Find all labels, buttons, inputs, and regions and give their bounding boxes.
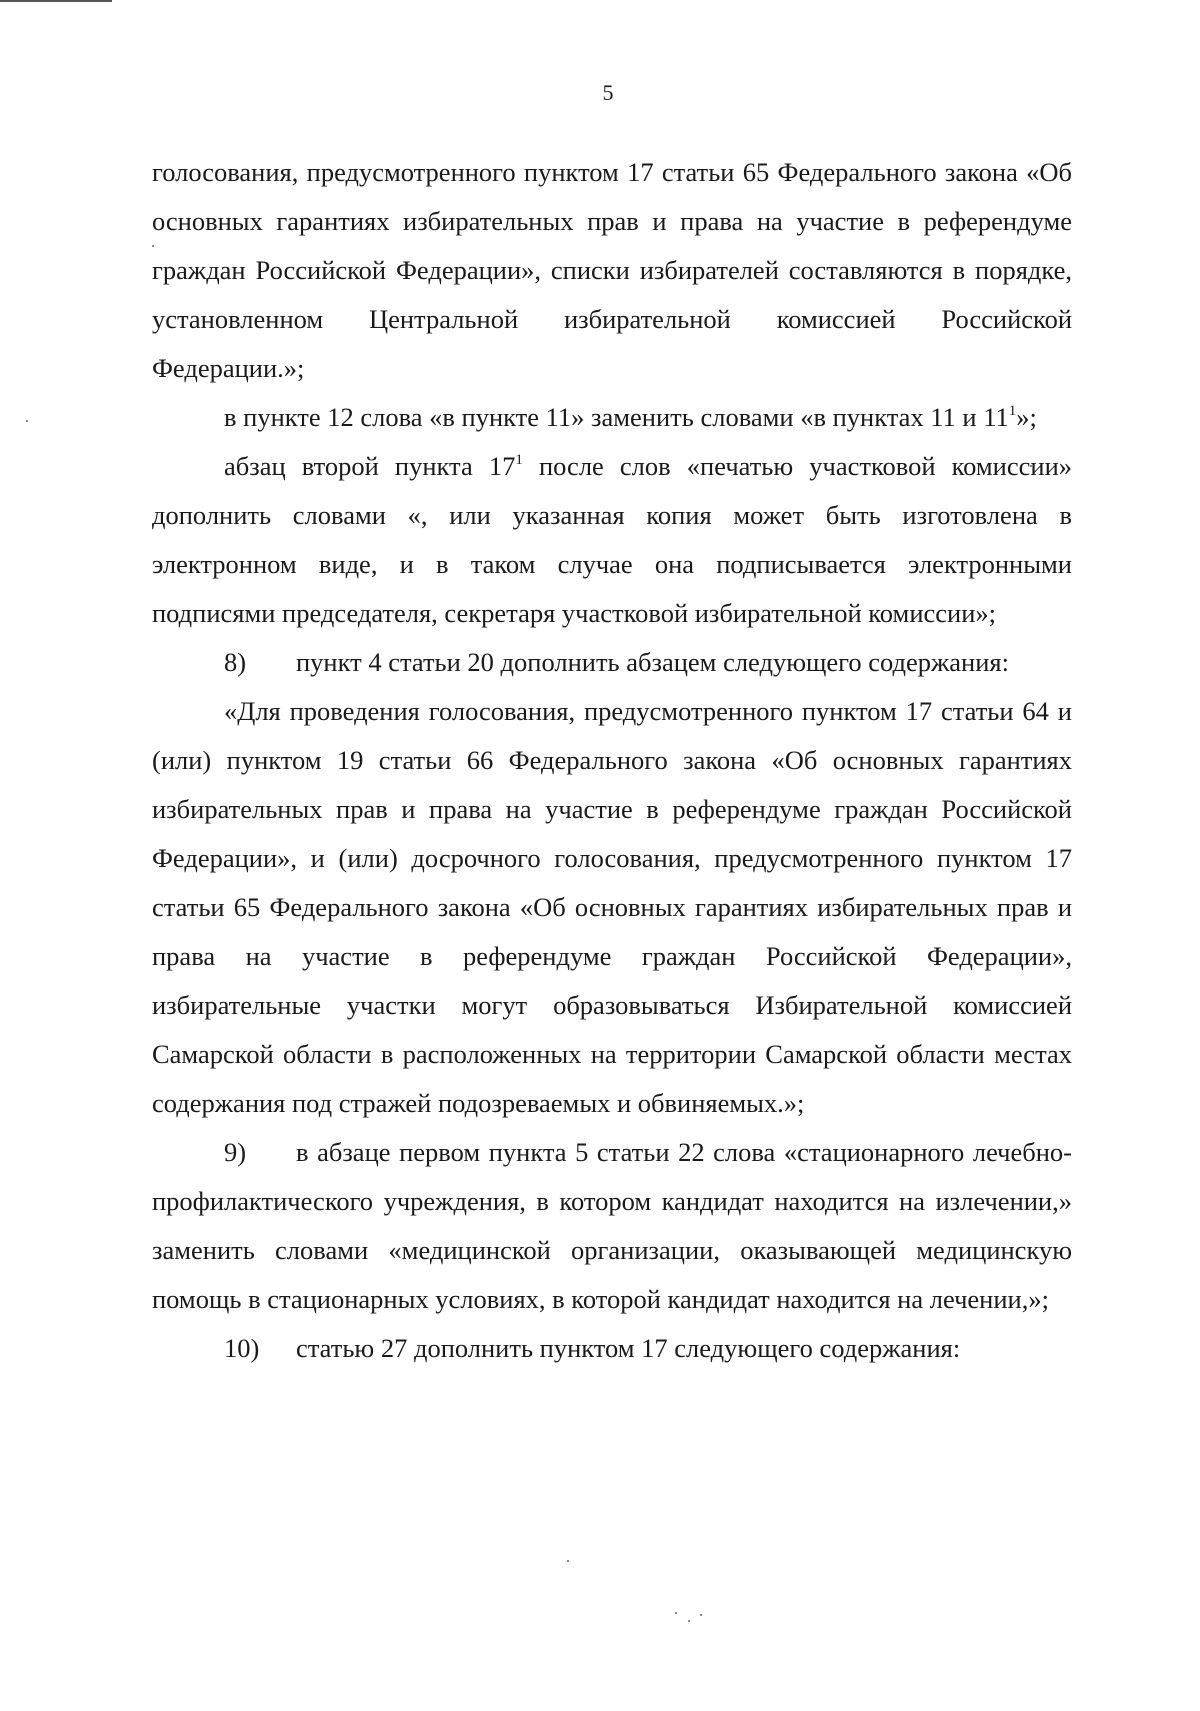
list-item-9 <box>152 1128 1072 1324</box>
paragraph-text: после слов «печатью участковой комиссии» дополнить словами «, или указанная копия может быть изготовлена в электронном виде, и в таком случае она подписывается электронными подписями председателя, секретаря участковой избирательной комиссии»; <box>152 451 1073 628</box>
paragraph-text: абзац второй пункта 17 <box>224 451 516 481</box>
paragraph-continuation: голосования, предусмотренного пунктом 17 статьи 65 Федерального закона «Об основных гарантиях избирательных прав и права на участие в референдуме граждан Российской Федерации», списки избирателей составляются в порядке, установленном Центральной избирательной комиссией Российской Федерации.»; <box>152 157 1072 383</box>
scan-edge-line <box>0 0 112 2</box>
scan-speck <box>688 1620 690 1622</box>
paragraph-quoted-insert: «Для проведения голосования, предусмотренного пунктом 17 статьи 64 и (или) пунктом 19 статьи 66 Федерального закона «Об основных гарантиях избирательных прав и права на участие в референдуме граждан Российской Федерации», и (или) досрочного голосования, предусмотренного пунктом 17 статьи 65 Федерального закона «Об основных гарантиях избирательных прав и права на участие в референдуме граждан Российской Федерации», избирательные участки могут образовываться Избирательной комиссией Самарской области в расположенных на территории Самарской области местах содержания под стражей подозреваемых и обвиняемых.»; <box>152 696 1072 1118</box>
list-number: 10) <box>224 1333 260 1363</box>
document-body <box>152 148 1072 1373</box>
paragraph-text: »; <box>1016 402 1037 432</box>
scan-speck <box>26 420 28 422</box>
scan-speck <box>675 1612 677 1614</box>
scan-speck <box>700 1614 702 1616</box>
paragraph-amend-item-12 <box>152 393 1072 442</box>
scan-speck <box>567 1560 569 1562</box>
paragraph-text: в абзаце первом пункта 5 статьи 22 слова «стационарного лечебно-профилактического учреждения, в котором кандидат находится на излечении,» заменить словами «медицинской организации, оказывающей медицинскую помощь в стационарных условиях, в которой кандидат находится на лечении,»; <box>152 1137 1072 1314</box>
paragraph-text: в пункте 12 слова «в пункте 11» заменить словами «в пунктах 11 и 11 <box>224 402 1009 432</box>
superscript: 1 <box>515 452 523 468</box>
paragraph-amend-item-17-1 <box>152 442 1072 638</box>
list-number: 8) <box>224 647 247 677</box>
paragraph-text: статью 27 дополнить пунктом 17 следующего содержания: <box>296 1333 961 1363</box>
list-item-8 <box>152 638 1072 687</box>
superscript: 1 <box>1008 403 1017 419</box>
list-number: 9) <box>224 1137 247 1167</box>
page-number: 5 <box>602 80 614 105</box>
paragraph-text: пункт 4 статьи 20 дополнить абзацем следующего содержания: <box>296 647 1009 677</box>
list-item-10 <box>152 1324 1072 1373</box>
